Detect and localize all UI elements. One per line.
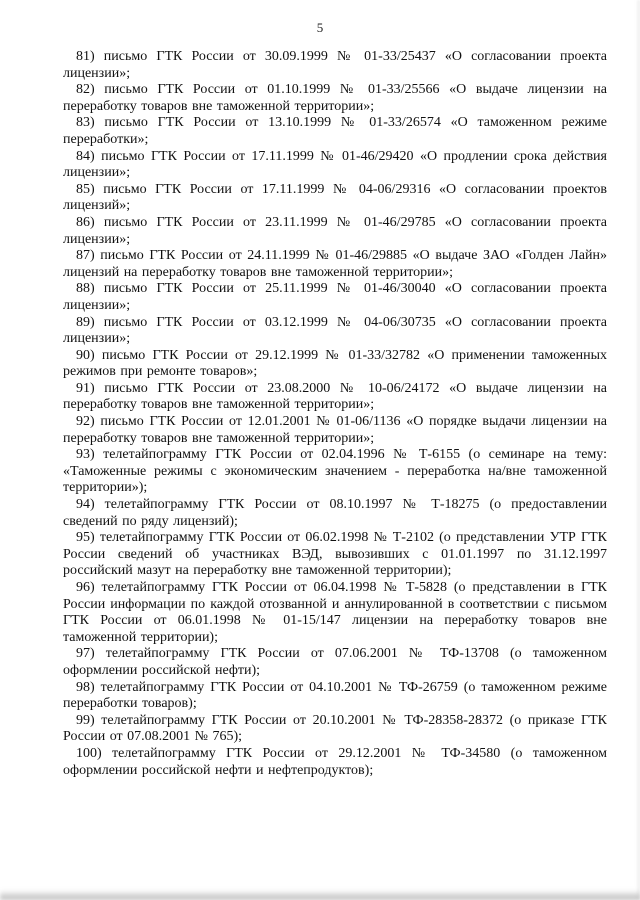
list-item: 86) письмо ГТК России от 23.11.1999 № 01-46/29785 «О согласовании проекта лицензии»; [63, 214, 607, 247]
list-item: 94) телетайпограмму ГТК России от 08.10.1997 № Т-18275 (о предоставлении сведений по ряду лицензий); [63, 497, 607, 529]
list-item: 97) телетайпограмму ГТК России от 07.06.2001 № ТФ-13708 (о таможенном оформлении российской нефти); [63, 646, 607, 678]
list-item: 83) письмо ГТК России от 13.10.1999 № 01-33/26574 «О таможенном режиме переработки»; [63, 115, 607, 147]
list-item: 95) телетайпограмму ГТК России от 06.02.1998 № Т-2102 (о представлении УТР ГТК России сведений об участниках ВЭД, вывозивших с 01.01.1997 по 31.12.1997 российский мазут на переработку вне таможенной территории); [63, 530, 607, 579]
list-item: 98) телетайпограмму ГТК России от 04.10.2001 № ТФ-26759 (о таможенном режиме переработки товаров); [63, 679, 607, 712]
list-item: 96) телетайпограмму ГТК России от 06.04.1998 № Т-5828 (о представлении в ГТК России информации по каждой отозванной и аннулированной в соответствии с письмом ГТК России от 06.01.1998 № 01-15/147 лицензии на переработку товаров вне таможенной территории); [63, 580, 607, 645]
list-item: 99) телетайпограмму ГТК России от 20.10.2001 № ТФ-28358-28372 (о приказе ГТК России от 07.08.2001 № 765); [63, 712, 607, 745]
list-item: 90) письмо ГТК России от 29.12.1999 № 01-33/32782 «О применении таможенных режимов при ремонте товаров»; [63, 347, 607, 380]
list-item: 87) письмо ГТК России от 24.11.1999 № 01-46/29885 «О выдаче ЗАО «Голден Лайн» лицензий на переработку товаров вне таможенной территории»; [63, 248, 607, 280]
scan-edge-shadow-bottom [0, 890, 640, 900]
list-item: 81) письмо ГТК России от 30.09.1999 № 01-33/25437 «О согласовании проекта лицензии»; [63, 49, 607, 81]
list-item: 84) письмо ГТК России от 17.11.1999 № 01-46/29420 «О продлении срока действия лицензии»; [63, 148, 607, 181]
document-body [0, 49, 640, 779]
list-item: 91) письмо ГТК России от 23.08.2000 № 10-06/24172 «О выдаче лицензии на переработку товаров вне таможенной территории»; [63, 380, 607, 413]
list-item: 85) письмо ГТК России от 17.11.1999 № 04-06/29316 «О согласовании проектов лицензий»; [63, 181, 607, 214]
list-item: 93) телетайпограмму ГТК России от 02.04.1996 № Т-6155 (о семинаре на тему: «Таможенные режимы с экономическим значением - переработка на/вне таможенной территории»); [63, 447, 607, 496]
list-item: 92) письмо ГТК России от 12.01.2001 № 01-06/1136 «О порядке выдачи лицензии на переработку товаров вне таможенной территории»; [63, 414, 607, 446]
list-item: 100) телетайпограмму ГТК России от 29.12.2001 № ТФ-34580 (о таможенном оформлении российской нефти и нефтепродуктов); [63, 745, 607, 778]
list-item: 82) письмо ГТК России от 01.10.1999 № 01-33/25566 «О выдаче лицензии на переработку товаров вне таможенной территории»; [63, 82, 607, 114]
list-item: 89) письмо ГТК России от 03.12.1999 № 04-06/30735 «О согласовании проекта лицензии»; [63, 314, 607, 347]
page-number: 5 [316, 20, 324, 35]
list-item: 88) письмо ГТК России от 25.11.1999 № 01-46/30040 «О согласовании проекта лицензии»; [63, 281, 607, 313]
